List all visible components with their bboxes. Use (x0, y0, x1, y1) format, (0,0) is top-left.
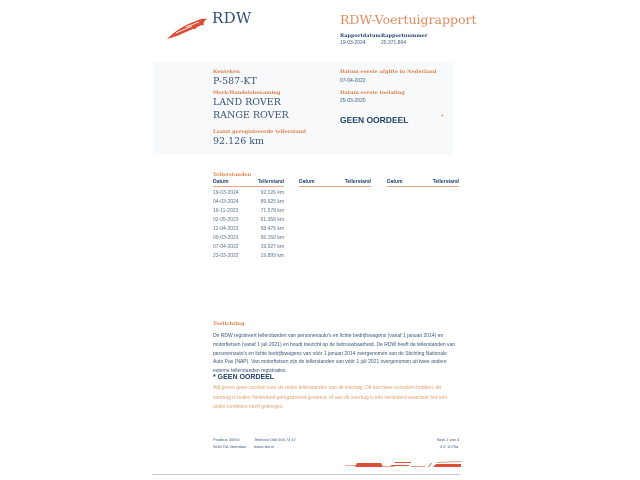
row-km: 56.150 km (260, 235, 284, 241)
header-datum: Datum (387, 179, 403, 185)
row-km: 92.126 km (260, 190, 284, 196)
brand-name: RDW (212, 9, 252, 27)
rapportnummer-value: 25.371.864 (381, 40, 407, 46)
laatste-tellerstand-value: 92.126 km (213, 136, 265, 147)
eerste-afgifte-value: 07-04-2022 (340, 78, 366, 84)
footer-divider (152, 474, 460, 475)
header-datum: Datum (299, 179, 315, 185)
eerste-toelating-label: Datum eerste toelating (340, 90, 405, 96)
footer-telefoon: Telefoon 088 008 74 47 (254, 437, 296, 442)
table-header-col1 (213, 179, 284, 187)
table-row (213, 199, 284, 208)
row-date: 02-05-2023 (213, 217, 239, 223)
row-date: 07-04-2022 (213, 244, 239, 250)
geen-oordeel-text: Wij geven geen oordeel over de reeks tellerstanden van dit voertuig. Dit kan twee oorzaken hebben: dit voertuig is buiten Nederland geregistreerd geweest, of aan dit voertuig is iets veranderd waardoor het een ander kenteken heeft gekregen. (213, 385, 448, 411)
footer-page-number: Blad 1 van 3 (437, 437, 460, 442)
rapportdatum-value: 19-03-2024 (340, 40, 366, 46)
toelichting-title: Toelichting (213, 321, 245, 327)
row-date: 16-11-2023 (213, 208, 239, 214)
row-km: 19.927 km (260, 244, 284, 250)
table-header-col3 (387, 179, 459, 187)
tellerstanden-title: Tellerstanden (213, 172, 252, 178)
row-date: 04-03-2024 (213, 199, 239, 205)
eerste-toelating-value: 25-03-2020 (340, 98, 366, 104)
row-date: 09-03-2023 (213, 235, 239, 241)
header-datum: Datum (213, 179, 229, 185)
table-row (213, 208, 284, 217)
merk-value: LAND ROVER (213, 97, 281, 108)
table-row (213, 235, 284, 244)
rapportnummer-label: Rapportnummer (381, 33, 428, 39)
row-date: 12-04-2023 (213, 226, 239, 232)
kenteken-value: P-587-KT (213, 76, 257, 87)
table-row (213, 253, 284, 262)
table-row (213, 244, 284, 253)
oordeel-status: GEEN OORDEEL (340, 115, 409, 125)
footer-website-link[interactable]: www.rdw.nl (254, 444, 275, 449)
rdw-logo-icon (166, 16, 208, 40)
header-tellerstand: Tellerstand (257, 179, 284, 185)
row-date: 23-03-2022 (213, 253, 239, 259)
handelsbenaming-value: RANGE ROVER (213, 110, 289, 121)
table-header-col2 (299, 179, 371, 187)
merk-label: Merk/Handelsbenaming (213, 90, 281, 96)
table-row (213, 217, 284, 226)
row-km: 89.625 km (260, 199, 284, 205)
header-tellerstand: Tellerstand (432, 179, 459, 185)
footer-postbus: Postbus 30000 (213, 437, 240, 442)
rapportdatum-label: Rapportdatum (340, 33, 381, 39)
asterisk-icon: * (441, 114, 444, 121)
table-row (213, 226, 284, 235)
row-km: 58.475 km (260, 226, 284, 232)
header-tellerstand: Tellerstand (344, 179, 371, 185)
report-title: RDW-Voertuigrapport (340, 12, 477, 27)
row-date: 19-03-2024 (213, 190, 239, 196)
vehicle-info-panel (153, 62, 453, 155)
laatste-tellerstand-label: Laatst geregistreerde tellerstand (213, 129, 306, 135)
row-km: 71.578 km (260, 208, 284, 214)
kenteken-label: Kenteken (213, 69, 240, 75)
geen-oordeel-title: * GEEN OORDEEL (213, 374, 275, 381)
footer-stripes-decoration (345, 460, 461, 470)
row-km: 19.899 km (260, 253, 284, 259)
table-row (213, 190, 284, 199)
footer-document-code: 3 E 1075a (440, 444, 459, 449)
toelichting-text: De RDW registreert tellerstanden van personenauto's en lichte bedrijfswagens (vanaf 1 januari 2014) en motorfietsen (vanaf 1 juli 2021) en houdt toezicht op de betrouwbaarheid. De RDW heeft de tellerstanden van personenauto's en lichte bedrijfswagens van vóór 1 januari 2014 overgenomen van de Stichting Nationale Auto Pas (NAP). Van motorfietsen zijn de tellerstanden van vóór 1 juli 2021 overgenomen uit twee andere externe tellerstanden registraties. (213, 333, 456, 375)
eerste-afgifte-label: Datum eerste afgifte in Nederland (340, 69, 437, 75)
footer-adres: 9640 RA Veendam (213, 444, 247, 449)
row-km: 61.358 km (260, 217, 284, 223)
